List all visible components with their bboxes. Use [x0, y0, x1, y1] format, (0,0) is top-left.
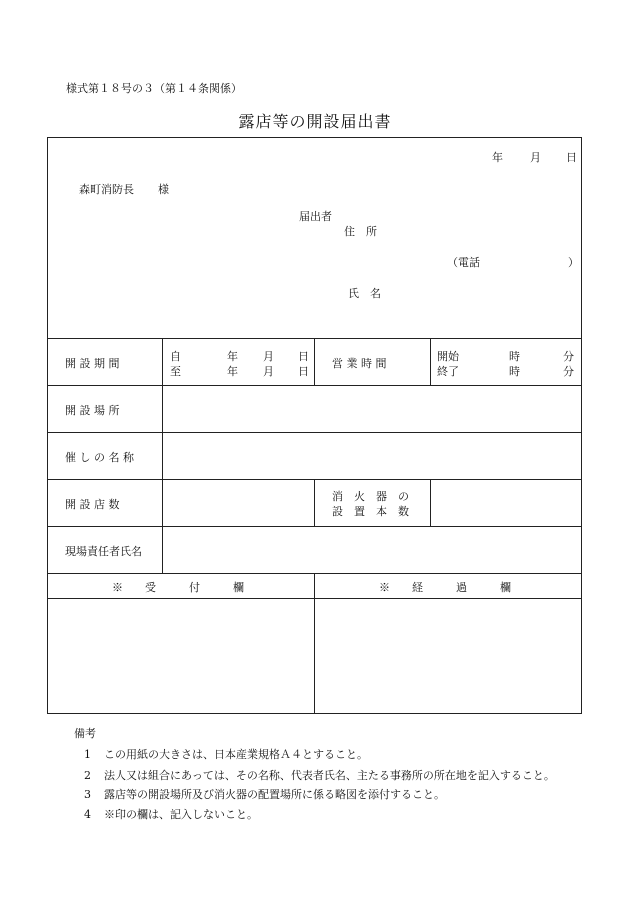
date-year-label: 年 — [492, 151, 503, 164]
document-title: 露店等の開設届出書 — [238, 112, 392, 131]
from-month-label: 月 — [263, 350, 274, 363]
date-day-label: 日 — [566, 151, 577, 164]
column-divider — [162, 338, 163, 573]
note-text: 法人又は組合にあっては、その名称、代表者氏名、主たる事務所の所在地を記入すること。 — [104, 769, 555, 782]
to-year-label: 年 — [227, 365, 238, 378]
address-label: 住 所 — [344, 225, 377, 238]
column-divider — [314, 479, 315, 526]
end-hour-label: 時 — [509, 365, 520, 378]
column-divider — [430, 479, 431, 526]
from-year-label: 年 — [227, 350, 238, 363]
business-hours-label: 営 業 時 間 — [332, 357, 387, 370]
period-label: 開 設 期 間 — [65, 357, 120, 370]
stall-count-label: 開 設 店 数 — [65, 498, 120, 511]
notes-heading: 備考 — [74, 727, 96, 740]
name-label: 氏 名 — [348, 287, 381, 300]
event-name-label: 催 し の 名 称 — [65, 451, 134, 464]
end-minute-label: 分 — [563, 365, 574, 378]
period-from-label: 自 — [170, 350, 181, 363]
start-label: 開始 — [437, 350, 459, 363]
form-number: 様式第１８号の３（第１４条関係） — [66, 82, 242, 95]
note-item — [84, 806, 258, 822]
note-number: 3 — [84, 788, 91, 801]
extinguisher-label-line2: 設 置 本 数 — [332, 505, 409, 518]
note-item — [84, 746, 368, 762]
column-divider — [314, 338, 315, 385]
row-divider — [47, 385, 582, 386]
start-hour-label: 時 — [509, 350, 520, 363]
addressee: 森町消防長 — [79, 183, 134, 196]
column-divider — [430, 338, 431, 385]
end-label: 終了 — [437, 365, 459, 378]
reception-column-label: ※ 受 付 欄 — [112, 581, 244, 594]
note-text: ※印の欄は、記入しないこと。 — [104, 808, 258, 821]
extinguisher-label-line1: 消 火 器 の — [332, 490, 409, 503]
phone-close-paren: ） — [568, 256, 579, 269]
phone-label: （電話 — [447, 256, 480, 269]
note-item — [84, 767, 555, 783]
period-to-label: 至 — [170, 365, 181, 378]
note-number: 2 — [84, 769, 91, 782]
to-month-label: 月 — [263, 365, 274, 378]
note-item — [84, 786, 445, 802]
notifier-label: 届出者 — [299, 210, 332, 223]
note-number: 1 — [84, 748, 91, 761]
date-month-label: 月 — [530, 151, 541, 164]
addressee-honorific: 様 — [158, 183, 169, 196]
row-divider — [47, 432, 582, 433]
start-minute-label: 分 — [563, 350, 574, 363]
to-day-label: 日 — [298, 365, 309, 378]
progress-column-label: ※ 経 過 欄 — [379, 581, 511, 594]
note-number: 4 — [84, 808, 91, 821]
note-text: この用紙の大きさは、日本産業規格Ａ４とすること。 — [104, 748, 368, 761]
column-divider — [314, 573, 315, 714]
row-divider — [47, 526, 582, 527]
location-label: 開 設 場 所 — [65, 404, 120, 417]
from-day-label: 日 — [298, 350, 309, 363]
note-text: 露店等の開設場所及び消火器の配置場所に係る略図を添付すること。 — [104, 788, 445, 801]
manager-name-label: 現場責任者氏名 — [65, 545, 142, 558]
